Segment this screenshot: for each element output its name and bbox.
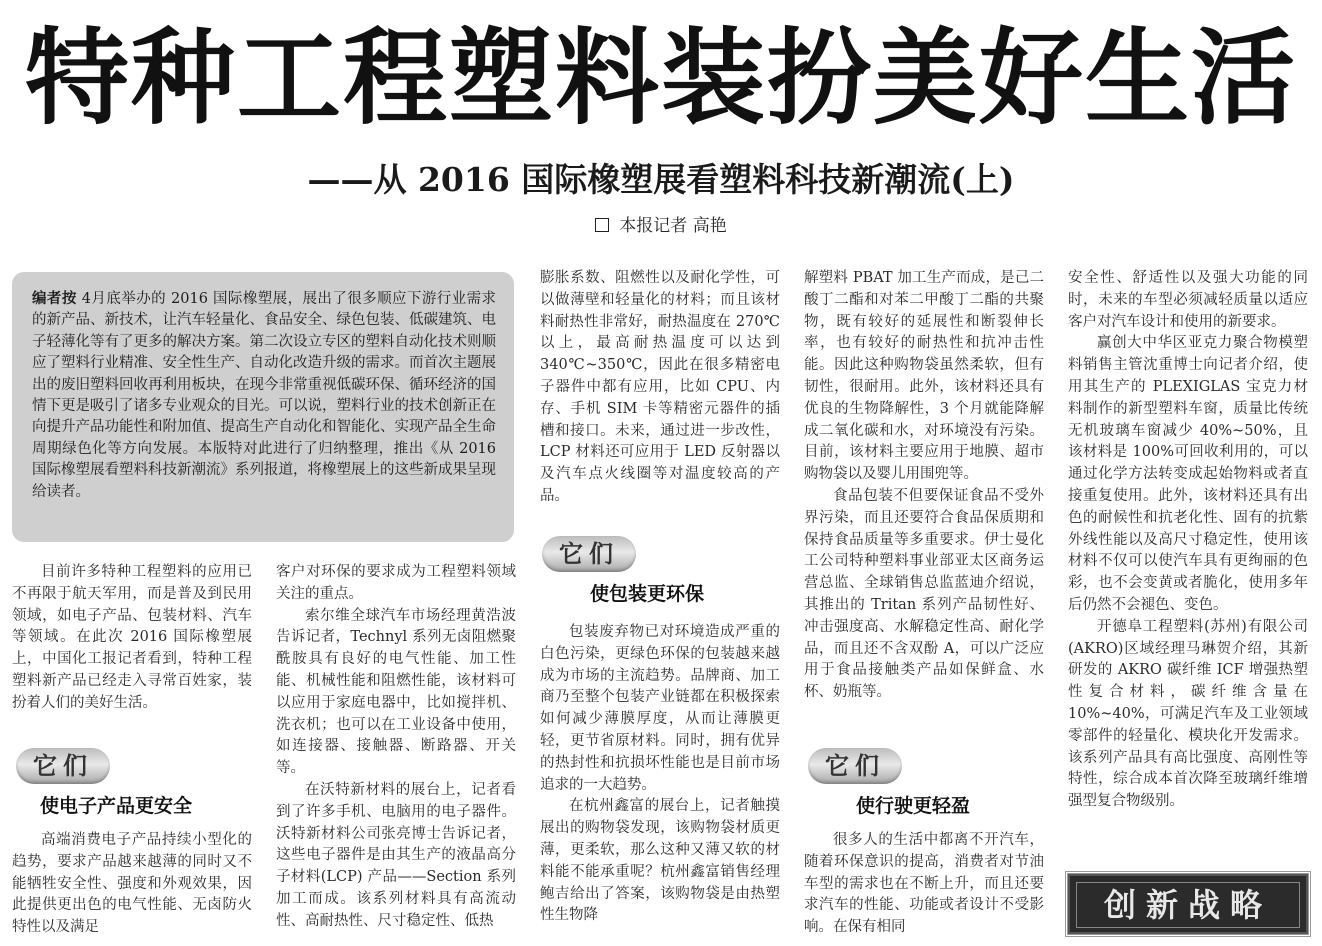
column-3-top — [540, 268, 780, 518]
section-tag-label: 它们 — [808, 748, 902, 784]
editor-note-label: 编者按 — [32, 291, 77, 307]
section-heading-electronics: 使电子产品更安全 — [40, 795, 193, 817]
square-icon — [595, 218, 609, 232]
headline-title: 特种工程塑料装扮美好生活 — [24, 17, 1297, 139]
column-4-driving — [804, 830, 1044, 942]
paragraph: 膨胀系数、阻燃性以及耐化学性，可以做薄壁和轻量化的材料；而且该材料耐热性非常好，耐热温度在 270℃以上，最高耐热温度可以达到 340℃~350℃，因此在很多精密电子器件中都有应用，比如 CPU、内存、手机 SIM 卡等精密元器件的插槽和接口。未来，通过进一步改性，LCP 材料还可应用于 LED 反射器以及汽车点火线圈等对温度较高的产品。 — [540, 270, 780, 504]
paragraph: 开德阜工程塑料(苏州)有限公司(AKRO)区域经理马琳贺介绍，其新研发的 AKRO 碳纤维 ICF 增强热塑性复合材料，碳纤维含量在 10%~40%，可满足汽车及工业领域零部件的轻量化、模块化开发需求。该系列产品具有高比强度、高刚性等特性，综合成本首次降至玻璃纤维增强型复合物级别。 — [1068, 618, 1308, 810]
section-heading-packaging: 使包装更环保 — [590, 583, 705, 605]
paragraph: 解塑料 PBAT 加工生产而成，是己二酸丁二酯和对苯二甲酸丁二酯的共聚物，既有较好的延展性和断裂伸长率，也有较好的耐热性和抗冲击性能。因此这种购物袋虽然柔软，但有韧性，很耐用。此外，该材料还具有优良的生物降解性，3 个月就能降解成二氧化碳和水，对环境没有污染。目前，该材料主要应用于地膜、超市购物袋以及婴儿用围兜等。 — [804, 270, 1044, 483]
paragraph: 赢创大中华区亚克力聚合物模塑料销售主管沈重博士向记者介绍，使用其生产的 PLEXIGLAS 宝克力材料制作的新型塑料车窗，质量比传统无机玻璃车窗减少 40%~50%，且该材料是 100%可回收利用的，可以通过化学方法转变成起始物料或者直接重复使用。此外，该材料还具有出色的耐候性和抗老化性、固有的抗紫外线性能以及高尺寸稳定性，使用该材料不仅可以使汽车具有更绚丽的色彩，也不会变黄或者脆化，使用多年后仍然不会褪色、变色。 — [1068, 335, 1308, 613]
column-5 — [1068, 268, 1308, 858]
column-4-top — [804, 268, 1044, 730]
paragraph: 客户对环保的要求成为工程塑料领域关注的重点。 — [276, 564, 516, 602]
paragraph: 包装废弃物已对环境造成严重的白色污染，更绿色环保的包装越来越成为市场的主流趋势。品牌商、加工商乃至整个包装产业链都在积极探索如何减少薄膜厚度，从而让薄膜更轻，更节省原材料。同时，拥有优异的热封性和抗损坏性能也是目前市场追求的一大趋势。 — [540, 624, 780, 793]
stamp-label: 创新战略 — [1076, 882, 1300, 928]
section-tag-packaging — [542, 536, 636, 572]
column-2 — [276, 562, 516, 942]
paragraph: 食品包装不但要保证食品不受外界污染，而且还要符合食品保质期和保持食品质量等多重要求。伊士曼化工公司特种塑料事业部亚太区商务运营总监、全球销售总监蓝迪介绍说，其推出的 Tritan 系列产品韧性好、冲击强度高、水解稳定性高、耐化学品，而且还不含双酚 A，可以广泛应用于食品接触类产品如保鲜盒、水杯、奶瓶等。 — [804, 487, 1044, 701]
paragraph: 安全性、舒适性以及强大功能的同时，未来的车型必须减轻质量以适应客户对汽车设计和使用的新要求。 — [1068, 270, 1308, 330]
headline-subtitle: ——从 2016 国际橡塑展看塑料科技新潮流(上) — [307, 160, 1015, 199]
innovation-strategy-stamp — [1068, 874, 1308, 934]
column-3-packaging — [540, 622, 780, 942]
section-tag-electronics — [16, 748, 110, 784]
section-tag-driving — [808, 748, 902, 784]
byline-text: 本报记者 高艳 — [619, 216, 727, 236]
paragraph: 在杭州鑫富的展台上，记者触摸展出的购物袋发现，该购物袋材质更薄，更柔软，那么这种又薄又软的材料能不能承重呢？杭州鑫富销售经理鲍吉给出了答案，该购物袋是由热塑性生物降 — [540, 798, 780, 924]
column-1-intro — [12, 562, 252, 722]
section-heading-driving: 使行驶更轻盈 — [856, 795, 971, 817]
paragraph: 高端消费电子产品持续小型化的趋势，要求产品越来越薄的同时又不能牺牲安全性、强度和外观效果，因此提供更出色的电气性能、无卤防火特性以及满足 — [12, 832, 252, 936]
section-tag-label: 它们 — [16, 748, 110, 784]
byline — [0, 214, 1322, 238]
section-tag-label: 它们 — [542, 536, 636, 572]
paragraph: 很多人的生活中都离不开汽车，随着环保意识的提高，消费者对节油车型的需求也在不断上升，而且还要求汽车的性能、功能或者设计不受影响。在保有相同 — [804, 832, 1044, 936]
column-1-electronics — [12, 830, 252, 940]
editor-note-box — [12, 272, 514, 542]
editor-note-text: 4月底举办的 2016 国际橡塑展，展出了很多顺应下游行业需求的新产品、新技术，让汽车轻量化、食品安全、绿色包装、低碳建筑、电子轻薄化等有了更多的解决方案。第二次设立专区的塑料自动化技术则顺应了塑料行业精准、安全性生产、自动化改造升级的需求。而首次主题展出的废旧塑料回收再利用板块，在现今非常重视低碳环保、循环经济的国情下更是吸引了诸多专业观众的目光。可以说，塑料行业的技术创新正在向提升产品功能性和附加值、提高生产自动化和智能化、实现产品全生命周期绿色化等方向发展。本版特对此进行了归纳整理，推出《从 2016 国际橡塑展看塑料科技新潮流》系列报道，将橡塑展上的这些新成果呈现给读者。 — [32, 291, 497, 500]
paragraph: 索尔维全球汽车市场经理黄浩波告诉记者，Technyl 系列无卤阻燃聚酰胺具有良好的电气性能、加工性能、机械性能和阻燃性能，该材料可以应用于家庭电器中，比如搅拌机、洗衣机；也可以在工业设备中使用，如连接器、接触器、断路器、开关等。 — [276, 607, 516, 777]
paragraph: 在沃特新材料的展台上，记者看到了许多手机、电脑用的电子器件。沃特新材料公司张亮博士告诉记者，这些电子器件是由其生产的液晶高分子材料(LCP) 产品——Section 系列加工而成。该系列材料具有高流动性、高耐热性、尺寸稳定性、低热 — [276, 781, 516, 929]
paragraph: 目前许多特种工程塑料的应用已不再限于航天军用，而是普及到民用领域，如电子产品、包装材料、汽车等领域。在此次 2016 国际橡塑展上，中国化工报记者看到，特种工程塑料新产品已经走入寻常百姓家，装扮着人们的美好生活。 — [12, 564, 252, 711]
